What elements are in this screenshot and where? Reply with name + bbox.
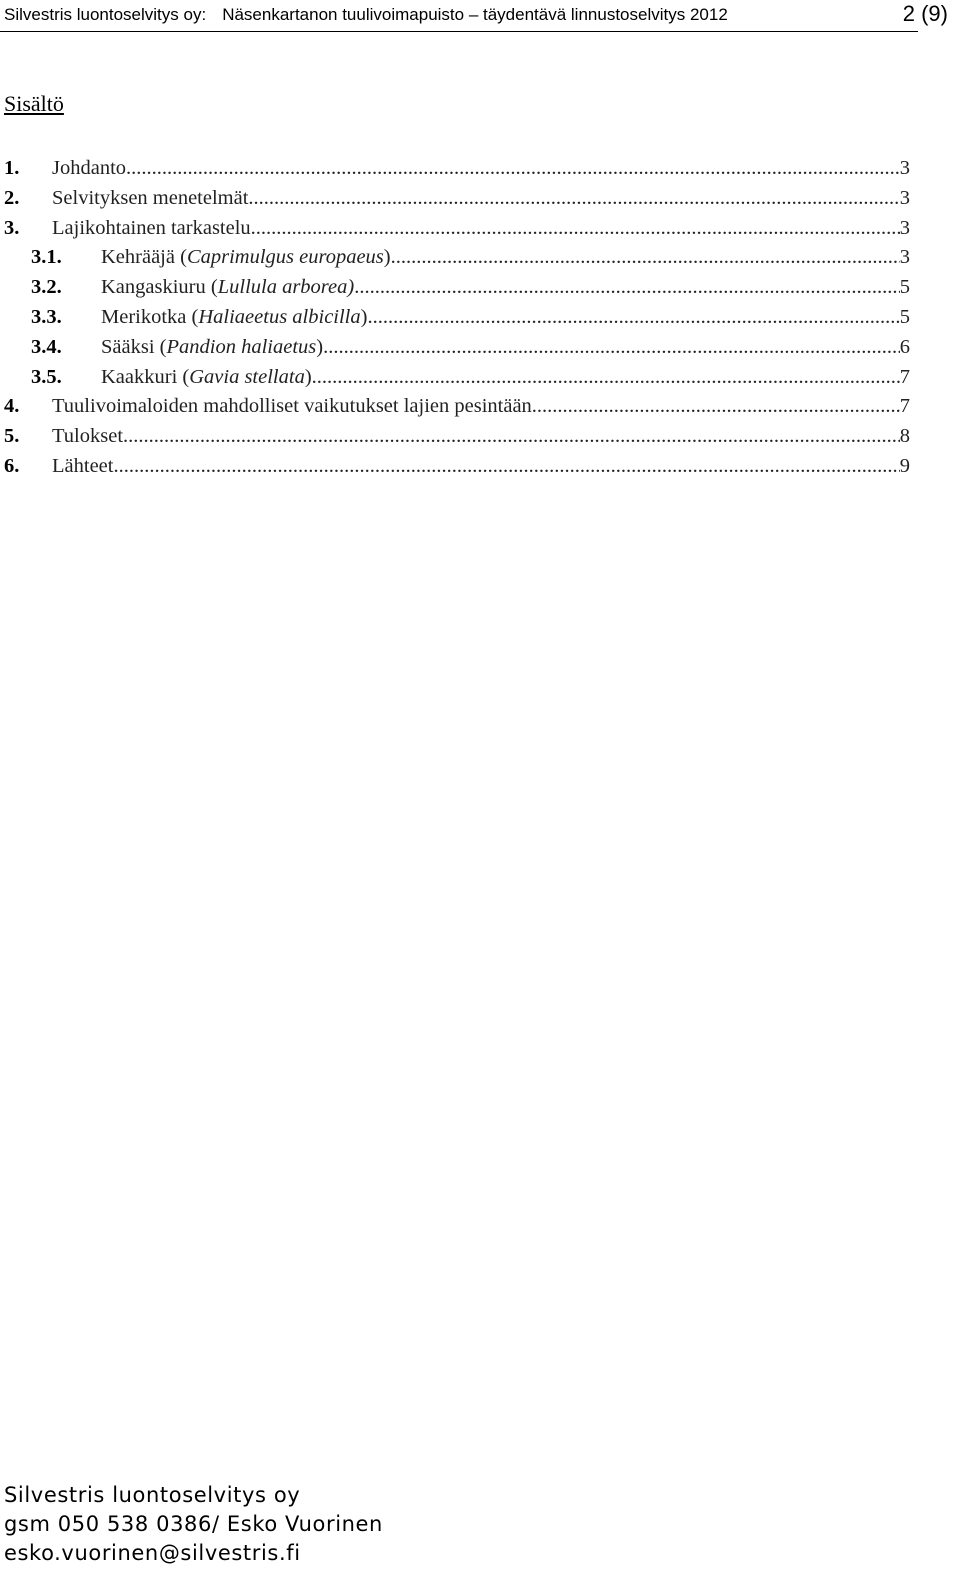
toc-entry-name: Sääksi ( bbox=[101, 335, 167, 358]
toc-entry[interactable] bbox=[4, 425, 910, 455]
toc-entry[interactable] bbox=[4, 217, 910, 247]
toc-leader-dots bbox=[113, 455, 899, 478]
toc-entry[interactable] bbox=[4, 187, 910, 217]
toc-entry[interactable] bbox=[4, 246, 910, 276]
toc-entry-title bbox=[101, 246, 391, 269]
toc-entry-title bbox=[52, 187, 248, 210]
toc-entry-latin-name: Haliaeetus albicilla bbox=[198, 305, 361, 328]
toc-entry-number: 4. bbox=[4, 395, 20, 418]
header-title bbox=[4, 5, 728, 25]
toc-entry[interactable] bbox=[4, 336, 910, 366]
toc-entry-closing-paren: ) bbox=[304, 365, 312, 388]
toc-entry-title bbox=[101, 366, 312, 389]
toc-entry-title bbox=[101, 276, 354, 299]
toc-entry-number: 3.1. bbox=[31, 246, 62, 269]
toc-entry-title bbox=[52, 395, 532, 418]
toc-entry-name: Lähteet bbox=[52, 454, 114, 477]
toc-entry-closing-paren: ) bbox=[360, 305, 368, 328]
toc-heading: Sisältö bbox=[4, 91, 64, 116]
header-page-number: 2 (9) bbox=[902, 1, 948, 26]
footer-company: Silvestris luontoselvitys oy bbox=[4, 1483, 301, 1507]
toc-entry-title bbox=[52, 217, 251, 240]
toc-entry-page: 5 bbox=[899, 276, 910, 299]
toc-entry-number: 6. bbox=[4, 454, 20, 477]
toc-entry-latin-name: Lullula arborea) bbox=[217, 276, 355, 299]
toc-entry-latin-name: Gavia stellata bbox=[189, 365, 305, 388]
toc-entry-closing-paren: ) bbox=[383, 246, 391, 269]
toc-entry-page: 7 bbox=[899, 365, 910, 388]
toc-entry-number: 3.2. bbox=[31, 276, 62, 299]
toc-entry-page: 7 bbox=[899, 395, 910, 418]
toc-entry-name: Kehrääjä ( bbox=[101, 246, 187, 269]
header-company: Silvestris luontoselvitys oy: bbox=[4, 5, 207, 24]
toc-entry-name: Lajikohtainen tarkastelu bbox=[52, 216, 251, 239]
footer-contact: gsm 050 538 0386/ Esko Vuorinen bbox=[4, 1512, 383, 1536]
toc-entry-page: 8 bbox=[899, 425, 910, 448]
table-of-contents bbox=[4, 157, 910, 485]
toc-entry[interactable] bbox=[4, 455, 910, 485]
toc-entry-title bbox=[101, 336, 323, 359]
toc-entry-title bbox=[52, 455, 113, 478]
toc-leader-dots bbox=[391, 246, 900, 269]
toc-entry-latin-name: Pandion haliaetus bbox=[166, 335, 317, 358]
toc-entry-name: Kaakkuri ( bbox=[101, 365, 190, 388]
toc-entry-title bbox=[101, 306, 367, 329]
footer-email: esko.vuorinen@silvestris.fi bbox=[4, 1541, 301, 1565]
toc-entry-title bbox=[52, 157, 126, 180]
header-report-title: Näsenkartanon tuulivoimapuisto – täydentävä linnustoselvitys 2012 bbox=[222, 5, 728, 24]
header-divider bbox=[0, 31, 918, 32]
toc-entry-name: Tulokset bbox=[52, 425, 124, 448]
toc-entry-number: 3.3. bbox=[31, 305, 62, 328]
toc-entry-page: 3 bbox=[899, 157, 910, 179]
toc-entry[interactable] bbox=[4, 276, 910, 306]
toc-entry-name: Johdanto bbox=[52, 157, 127, 179]
toc-entry-page: 3 bbox=[899, 216, 910, 239]
toc-entry-closing-paren: ) bbox=[316, 335, 324, 358]
toc-entry-page: 3 bbox=[899, 246, 910, 269]
toc-entry[interactable] bbox=[4, 157, 910, 187]
toc-leader-dots bbox=[123, 425, 900, 448]
toc-leader-dots bbox=[354, 276, 900, 299]
toc-leader-dots bbox=[126, 157, 900, 180]
toc-entry-title bbox=[52, 425, 123, 448]
toc-entry-name: Kangaskiuru ( bbox=[101, 276, 218, 299]
toc-entry[interactable] bbox=[4, 395, 910, 425]
toc-leader-dots bbox=[367, 306, 899, 329]
toc-entry[interactable] bbox=[4, 306, 910, 336]
toc-leader-dots bbox=[251, 217, 900, 240]
toc-leader-dots bbox=[323, 336, 900, 359]
page-header bbox=[0, 0, 960, 34]
toc-leader-dots bbox=[532, 395, 900, 418]
toc-entry-number: 3.4. bbox=[31, 335, 62, 358]
toc-entry-number: 1. bbox=[4, 157, 20, 179]
toc-entry[interactable] bbox=[4, 366, 910, 396]
toc-entry-latin-name: Caprimulgus europaeus bbox=[186, 246, 384, 269]
toc-leader-dots bbox=[248, 187, 899, 210]
toc-entry-number: 5. bbox=[4, 425, 20, 448]
toc-entry-number: 2. bbox=[4, 186, 20, 209]
toc-entry-page: 3 bbox=[899, 186, 910, 209]
toc-entry-name: Tuulivoimaloiden mahdolliset vaikutukset lajien pesintään bbox=[52, 395, 532, 418]
toc-entry-name: Merikotka ( bbox=[101, 305, 199, 328]
toc-entry-name: Selvityksen menetelmät bbox=[52, 186, 249, 209]
page-footer bbox=[4, 1481, 383, 1568]
toc-entry-number: 3.5. bbox=[31, 365, 62, 388]
toc-entry-number: 3. bbox=[4, 216, 20, 239]
toc-entry-page: 6 bbox=[899, 335, 910, 358]
toc-entry-page: 9 bbox=[899, 454, 910, 477]
toc-leader-dots bbox=[312, 366, 900, 389]
toc-entry-page: 5 bbox=[899, 305, 910, 328]
